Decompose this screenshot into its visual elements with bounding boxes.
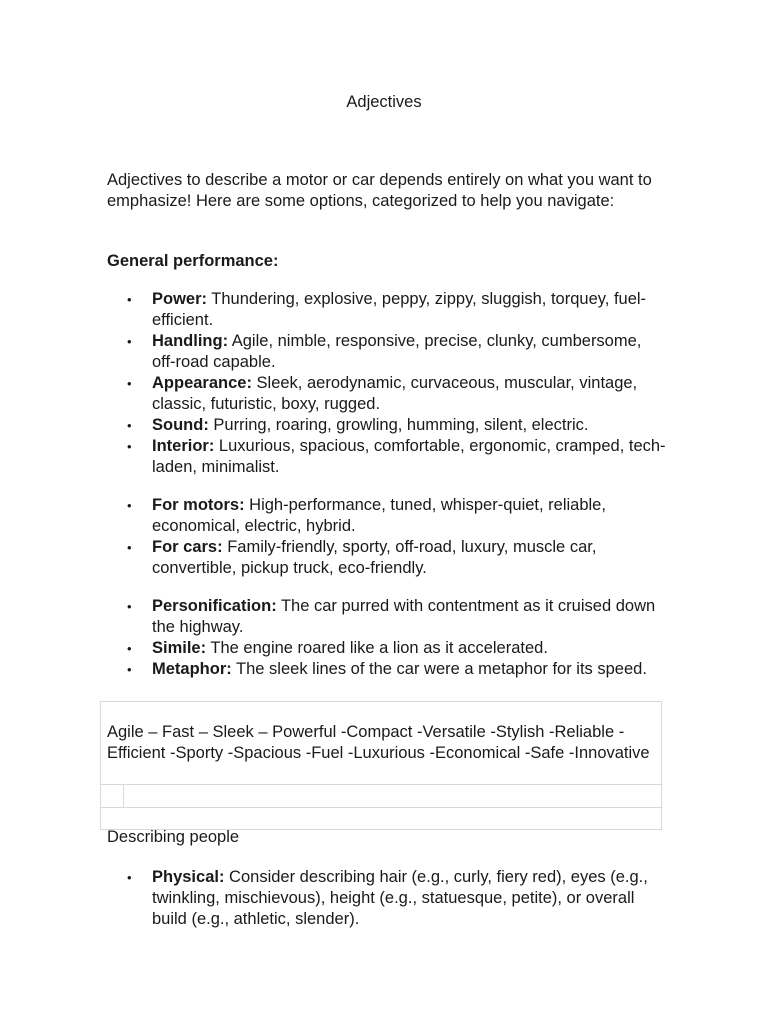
list-item [107, 415, 667, 436]
table-cell-text: Agile – Fast – Sleek – Powerful -Compact -Versatile -Stylish -Reliable -Efficient -Sporty -Spacious -Fuel -Luxurious -Economical -Safe -Innovative [107, 723, 650, 762]
item-label: Metaphor: [152, 660, 232, 678]
item-label: Power: [152, 290, 208, 308]
table-row [101, 785, 661, 808]
item-label: Simile: [152, 639, 207, 657]
item-label: Sound: [152, 416, 209, 434]
item-text: Family-friendly, sporty, off-road, luxury, muscle car, convertible, pickup truck, eco-friendly. [152, 538, 597, 577]
adjectives-table [100, 701, 662, 830]
item-label: Appearance: [152, 374, 252, 392]
list-item [107, 289, 667, 331]
section-heading: General performance: [107, 252, 279, 270]
item-label: Handling: [152, 332, 229, 350]
item-text: Thundering, explosive, peppy, zippy, sluggish, torquey, fuel-efficient. [152, 290, 647, 329]
type-list [107, 495, 667, 579]
item-label: Personification: [152, 597, 277, 615]
item-text: High-performance, tuned, whisper-quiet, reliable, economical, electric, hybrid. [152, 496, 606, 535]
item-text: Consider describing hair (e.g., curly, fiery red), eyes (e.g., twinkling, mischievous), height (e.g., statuesque, petite), or overall build (e.g., athletic, slender). [152, 868, 648, 928]
list-item [107, 373, 667, 415]
list-item [107, 495, 667, 537]
item-text: Purring, roaring, growling, humming, silent, electric. [208, 416, 589, 434]
item-label: For cars: [152, 538, 223, 556]
list-item [107, 331, 667, 373]
item-text: Luxurious, spacious, comfortable, ergonomic, cramped, tech-laden, minimalist. [152, 437, 666, 476]
item-label: For motors: [152, 496, 245, 514]
item-label: Physical: [152, 868, 225, 886]
people-heading: Describing people [107, 828, 240, 846]
list-item [107, 638, 667, 659]
item-text: Agile, nimble, responsive, precise, clunky, cumbersome, off-road capable. [152, 332, 642, 371]
item-text: The car purred with contentment as it cruised down the highway. [152, 597, 656, 636]
document-title: Adjectives [346, 93, 422, 111]
item-text: Sleek, aerodynamic, curvaceous, muscular, vintage, classic, futuristic, boxy, rugged. [152, 374, 638, 413]
item-label: Interior: [152, 437, 215, 455]
list-item [107, 867, 667, 930]
item-text: The sleek lines of the car were a metaphor for its speed. [231, 660, 647, 678]
list-item [107, 537, 667, 579]
list-item [107, 596, 667, 638]
table-row [101, 808, 661, 829]
figurative-list [107, 596, 667, 680]
list-item [107, 659, 667, 680]
table-cell [101, 785, 124, 807]
intro-paragraph: Adjectives to describe a motor or car depends entirely on what you want to emphasize! Here are some options, categorized to help you navigate: [107, 171, 652, 210]
table-row [101, 702, 661, 785]
people-list [107, 867, 667, 930]
item-text: The engine roared like a lion as it accelerated. [206, 639, 548, 657]
list-item [107, 436, 667, 478]
performance-list [107, 289, 667, 478]
